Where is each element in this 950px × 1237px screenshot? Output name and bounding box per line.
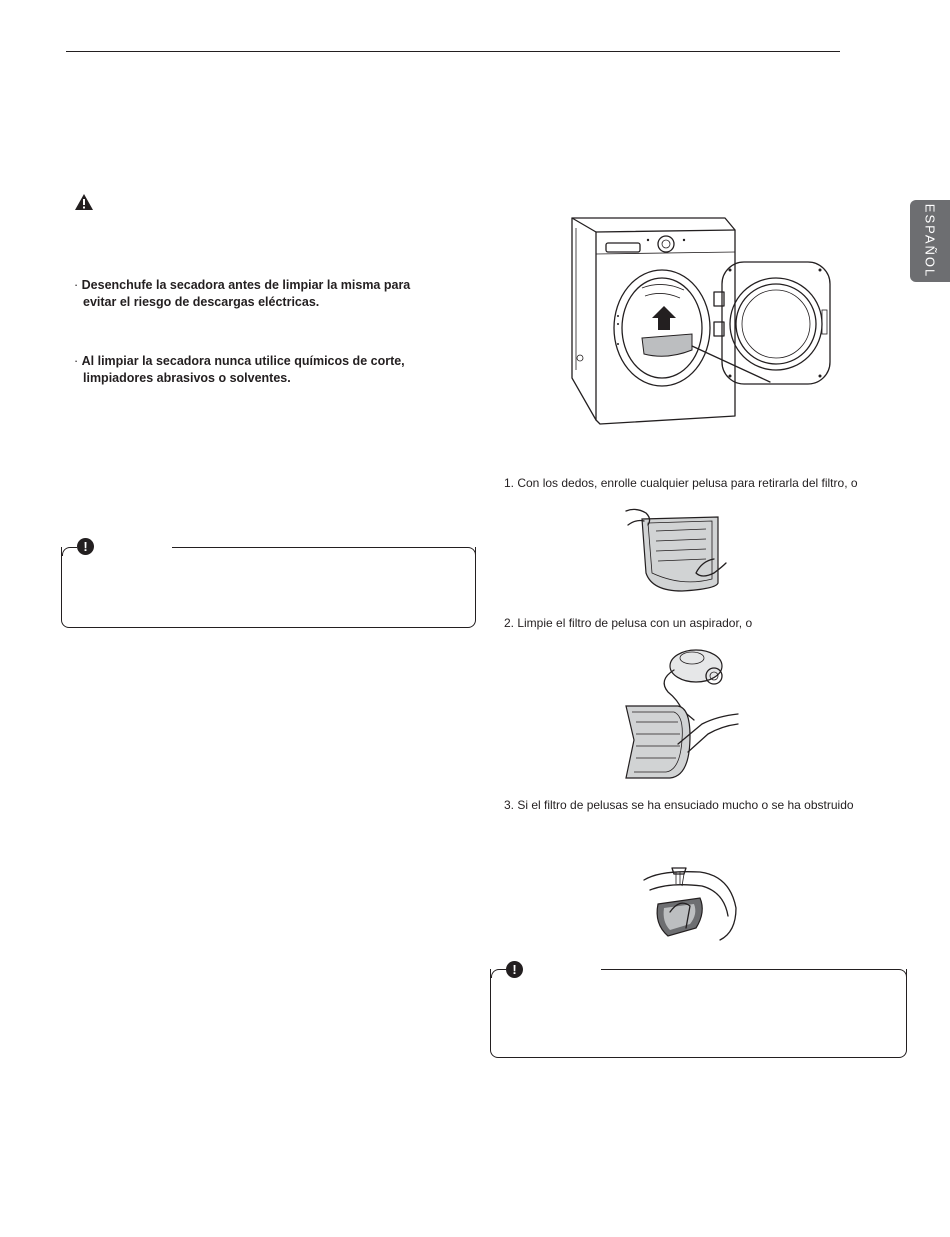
language-tab	[910, 200, 950, 282]
note-box-left	[61, 547, 476, 628]
header-rule	[66, 51, 840, 52]
exclamation-circle-icon: !	[77, 538, 94, 555]
warning-triangle-icon	[74, 193, 94, 211]
note-box-right	[490, 969, 907, 1058]
warning-bullet-text: Desenchufe la secadora antes de limpiar la misma para evitar el riesgo de descargas eléctricas.	[81, 278, 411, 309]
warning-bullet-2: · Al limpiar la secadora nunca utilice químicos de corte, limpiadores abrasivos o solventes.	[74, 354, 405, 385]
step-2-text: 2. Limpie el filtro de pelusa con un aspirador, o	[504, 616, 753, 630]
warning-bullet-1: · Desenchufe la secadora antes de limpiar la misma para evitar el riesgo de descargas eléctricas.	[74, 278, 411, 309]
lint-filter-hand-illustration	[622, 503, 726, 595]
language-tab-label: ESPAÑOL	[922, 203, 938, 279]
dryer-open-door-illustration	[560, 210, 840, 430]
step-1-text: 1. Con los dedos, enrolle cualquier pelusa para retirarla del filtro, o	[504, 476, 858, 490]
exclamation-circle-icon: !	[506, 961, 523, 978]
vacuum-cleaning-filter-illustration	[618, 640, 740, 782]
washing-filter-illustration	[640, 868, 740, 944]
step-3-text: 3. Si el filtro de pelusas se ha ensuciado mucho o se ha obstruido	[504, 798, 854, 812]
warning-bullet-text: Al limpiar la secadora nunca utilice químicos de corte, limpiadores abrasivos o solventes.	[81, 354, 405, 385]
